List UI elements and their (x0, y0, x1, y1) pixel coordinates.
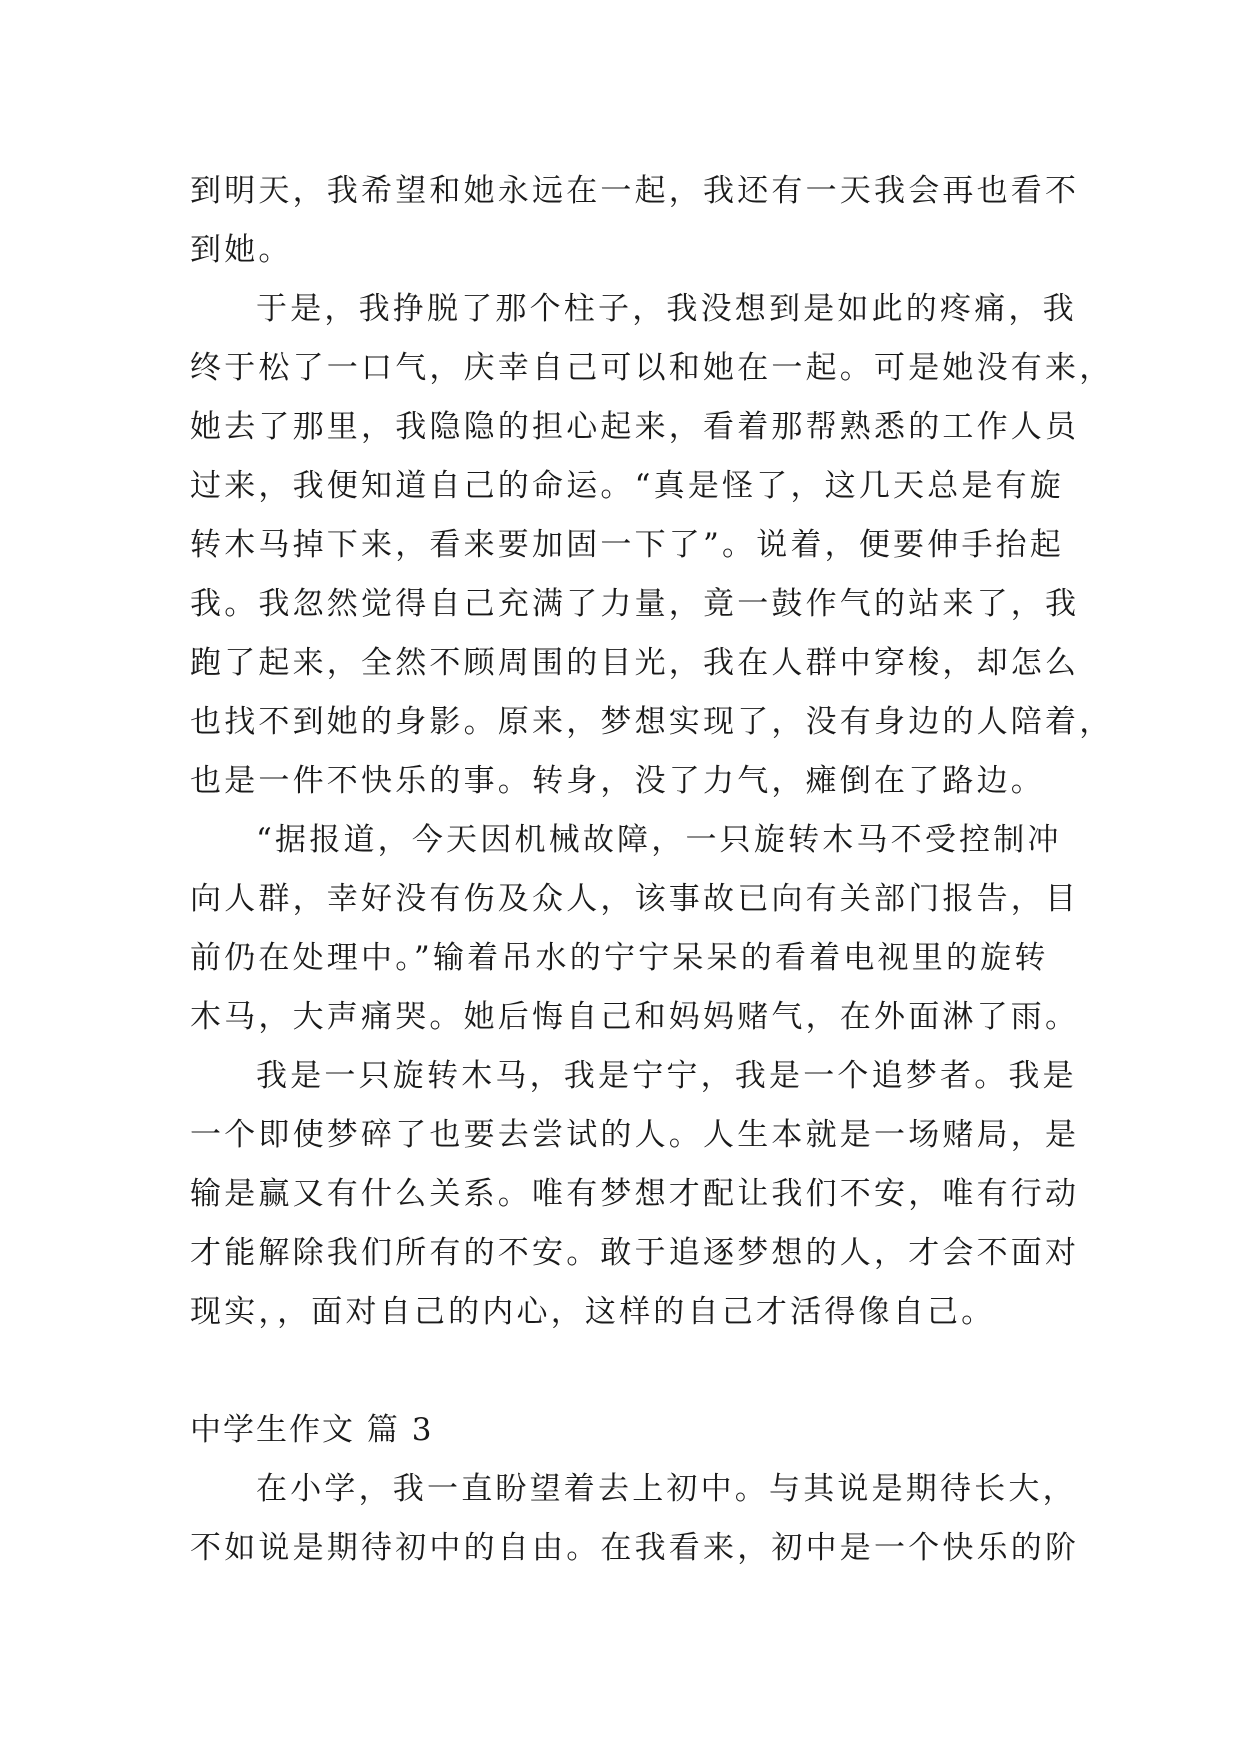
text-line: 木马，大声痛哭。她后悔自己和妈妈赌气，在外面淋了雨。 (190, 999, 1080, 1035)
text-line: 一个即使梦碎了也要去尝试的人。人生本就是一场赌局，是 (190, 1117, 1080, 1153)
text-line: 现实，，面对自己的内心，这样的自己才活得像自己。 (190, 1294, 996, 1330)
paragraph (190, 1047, 1080, 1342)
text-line: 过来，我便知道自己的命运。“真是怪了，这几天总是有旋 (190, 468, 1065, 504)
section-title: 中学生作文 篇 3 (190, 1412, 434, 1448)
text-line: 也是一件不快乐的事。转身，没了力气，瘫倒在了路边。 (190, 763, 1045, 799)
paragraph (190, 280, 1114, 811)
text-line: “据报道，今天因机械故障，一只旋转木马不受控制冲 (256, 822, 1062, 858)
text-line: 到她。 (190, 232, 293, 268)
document-body (190, 162, 1114, 1578)
text-line: 于是，我挣脱了那个柱子，我没想到是如此的疼痛，我 (256, 291, 1077, 327)
text-line: 我是一只旋转木马，我是宁宁，我是一个追梦者。我是 (256, 1058, 1077, 1094)
text-line: 输是赢又有什么关系。唯有梦想才配让我们不安，唯有行动 (190, 1176, 1080, 1212)
text-line: 我。我忽然觉得自己充满了力量，竟一鼓作气的站来了，我 (190, 586, 1080, 622)
text-line: 她去了那里，我隐隐的担心起来，看着那帮熟悉的工作人员 (190, 409, 1080, 445)
text-line: 终于松了一口气，庆幸自己可以和她在一起。可是她没有来， (190, 350, 1114, 386)
text-line: 到明天，我希望和她永远在一起，我还有一天我会再也看不 (190, 173, 1080, 209)
section-gap (190, 1342, 1070, 1401)
paragraph (190, 162, 1080, 280)
text-line: 也找不到她的身影。原来，梦想实现了，没有身边的人陪着， (190, 704, 1114, 740)
text-line: 不如说是期待初中的自由。在我看来，初中是一个快乐的阶 (190, 1530, 1080, 1566)
text-line: 转木马掉下来，看来要加固一下了”。说着，便要伸手抬起 (190, 527, 1065, 563)
text-line: 才能解除我们所有的不安。敢于追逐梦想的人，才会不面对 (190, 1235, 1080, 1271)
paragraph (190, 811, 1080, 1047)
text-line: 跑了起来，全然不顾周围的目光，我在人群中穿梭，却怎么 (190, 645, 1080, 681)
text-line: 向人群，幸好没有伤及众人，该事故已向有关部门报告，目 (190, 881, 1080, 917)
text-line: 在小学，我一直盼望着去上初中。与其说是期待长大， (256, 1471, 1077, 1507)
text-line: 前仍在处理中。”输着吊水的宁宁呆呆的看着电视里的旋转 (190, 940, 1049, 976)
paragraph (190, 1460, 1080, 1578)
